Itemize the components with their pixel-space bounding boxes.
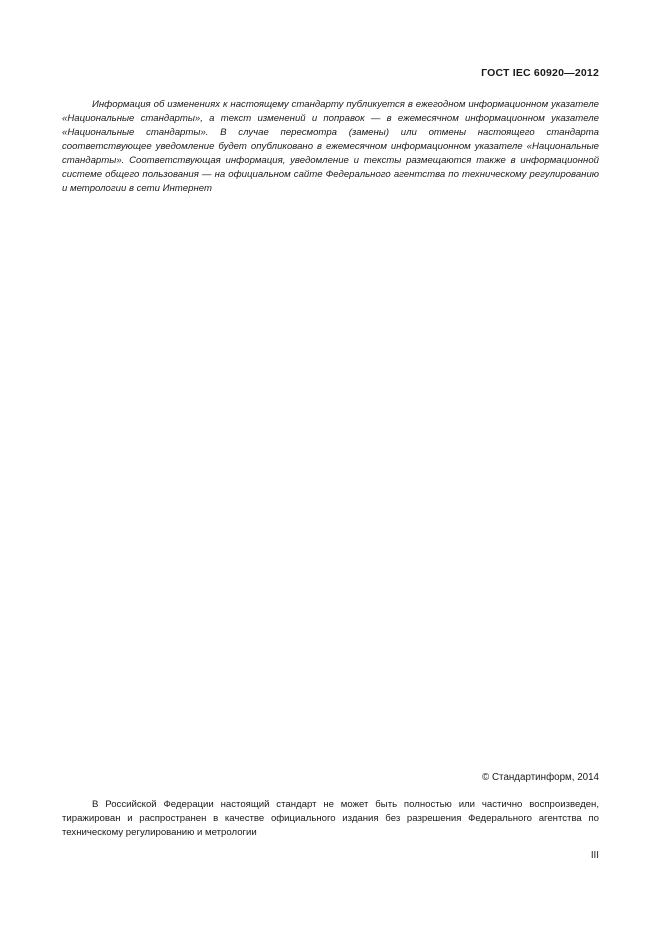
copyright-notice: © Стандартинформ, 2014: [482, 772, 599, 783]
reproduction-notice-paragraph: В Российской Федерации настоящий стандарт не может быть полностью или частично воспроизведен, тиражирован и распространен в качестве официального издания без разрешения Федерального агентства по техническому регулированию и метрологии: [62, 799, 599, 838]
page-number: III: [590, 850, 599, 861]
document-header-standard-id: ГОСТ IEC 60920—2012: [481, 67, 599, 79]
amendments-info-paragraph: Информация об изменениях к настоящему стандарту публикуется в ежегодном информационном указателе «Национальные стандарты», а текст изменений и поправок — в ежемесячном информационном указателе «Национальные стандарты». В случае пересмотра (замены) или отмены настоящего стандарта соответствующее уведомление будет опубликовано в ежемесячном информационном указателе «Национальные стандарты». Соответствующая информация, уведомление и тексты размещаются также в информационной системе общего пользования — на официальном сайте Федерального агентства по техническому регулированию и метрологии в сети Интернет: [62, 99, 599, 194]
